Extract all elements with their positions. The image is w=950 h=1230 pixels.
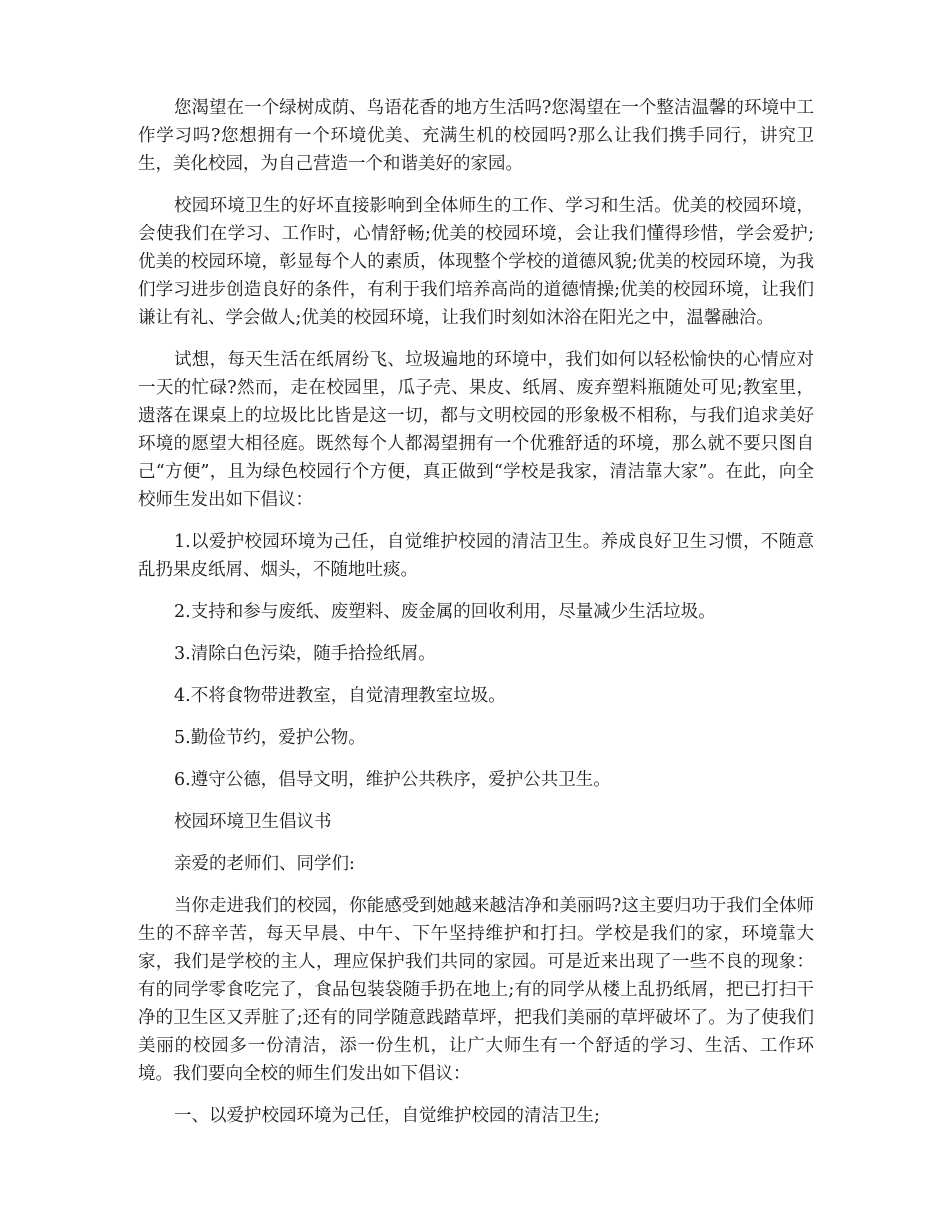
proposal-item-1: 1.以爱护校园环境为己任，自觉维护校园的清洁卫生。养成良好卫生习惯，不随意乱扔果皮纸屑、烟头，不随地吐痰。 [138, 532, 814, 580]
proposal-item-3: 3.清除白色污染，随手拾捡纸屑。 [174, 644, 436, 664]
section-title: 校园环境卫生倡议书 [174, 812, 332, 832]
proposal-item-2: 2.支持和参与废纸、废塑料、废金属的回收利用，尽量减少生活垃圾。 [174, 602, 716, 622]
salutation: 亲爱的老师们、同学们: [174, 854, 355, 874]
proposal-point-1: 一、以爱护校园环境为己任，自觉维护校园的清洁卫生; [174, 1106, 600, 1126]
paragraph-intro: 您渴望在一个绿树成荫、鸟语花香的地方生活吗?您渴望在一个整洁温馨的环境中工作学习吗?您想拥有一个环境优美、充满生机的校园吗?那么让我们携手同行，讲究卫生，美化校园，为自己营造一个和谐美好的家园。 [138, 98, 814, 174]
paragraph-current-problems: 试想，每天生活在纸屑纷飞、垃圾遍地的环境中，我们如何以轻松愉快的心情应对一天的忙碌?然而，走在校园里，瓜子壳、果皮、纸屑、废弃塑料瓶随处可见;教室里，遗落在课桌上的垃圾比比皆是这一切，都与文明校园的形象极不相称，与我们追求美好环境的愿望大相径庭。既然每个人都渴望拥有一个优雅舒适的环境，那么就不要只图自己“方便”，且为绿色校园行个方便，真正做到“学校是我家，清洁靠大家”。在此，向全校师生发出如下倡议： [138, 350, 814, 510]
proposal-item-5: 5.勤俭节约，爱护公物。 [174, 728, 366, 748]
proposal-item-6: 6.遵守公德，倡导文明，维护公共秩序，爱护公共卫生。 [174, 770, 611, 790]
document-body [138, 94, 814, 1144]
paragraph-campus-appeal: 当你走进我们的校园，你能感受到她越来越洁净和美丽吗?这主要归功于我们全体师生的不辞辛苦，每天早晨、中午、下午坚持维护和打扫。学校是我们的家，环境靠大家，我们是学校的主人，理应保护我们共同的家园。可是近来出现了一些不良的现象：有的同学零食吃完了，食品包装袋随手扔在地上;有的同学从楼上乱扔纸屑，把已打扫干净的卫生区又弄脏了;还有的同学随意践踏草坪，把我们美丽的草坪破坏了。为了使我们美丽的校园多一份清洁，添一份生机，让广大师生有一个舒适的学习、生活、工作环境。我们要向全校的师生们发出如下倡议： [138, 896, 814, 1084]
paragraph-environment-impact: 校园环境卫生的好坏直接影响到全体师生的工作、学习和生活。优美的校园环境，会使我们在学习、工作时，心情舒畅;优美的校园环境，会让我们懂得珍惜，学会爱护;优美的校园环境，彰显每个人的素质，体现整个学校的道德风貌;优美的校园环境，为我们学习进步创造良好的条件，有利于我们培养高尚的道德情操;优美的校园环境，让我们谦让有礼、学会做人;优美的校园环境，让我们时刻如沐浴在阳光之中，温馨融洽。 [138, 196, 814, 328]
proposal-item-4: 4.不将食物带进教室，自觉清理教室垃圾。 [174, 686, 506, 706]
